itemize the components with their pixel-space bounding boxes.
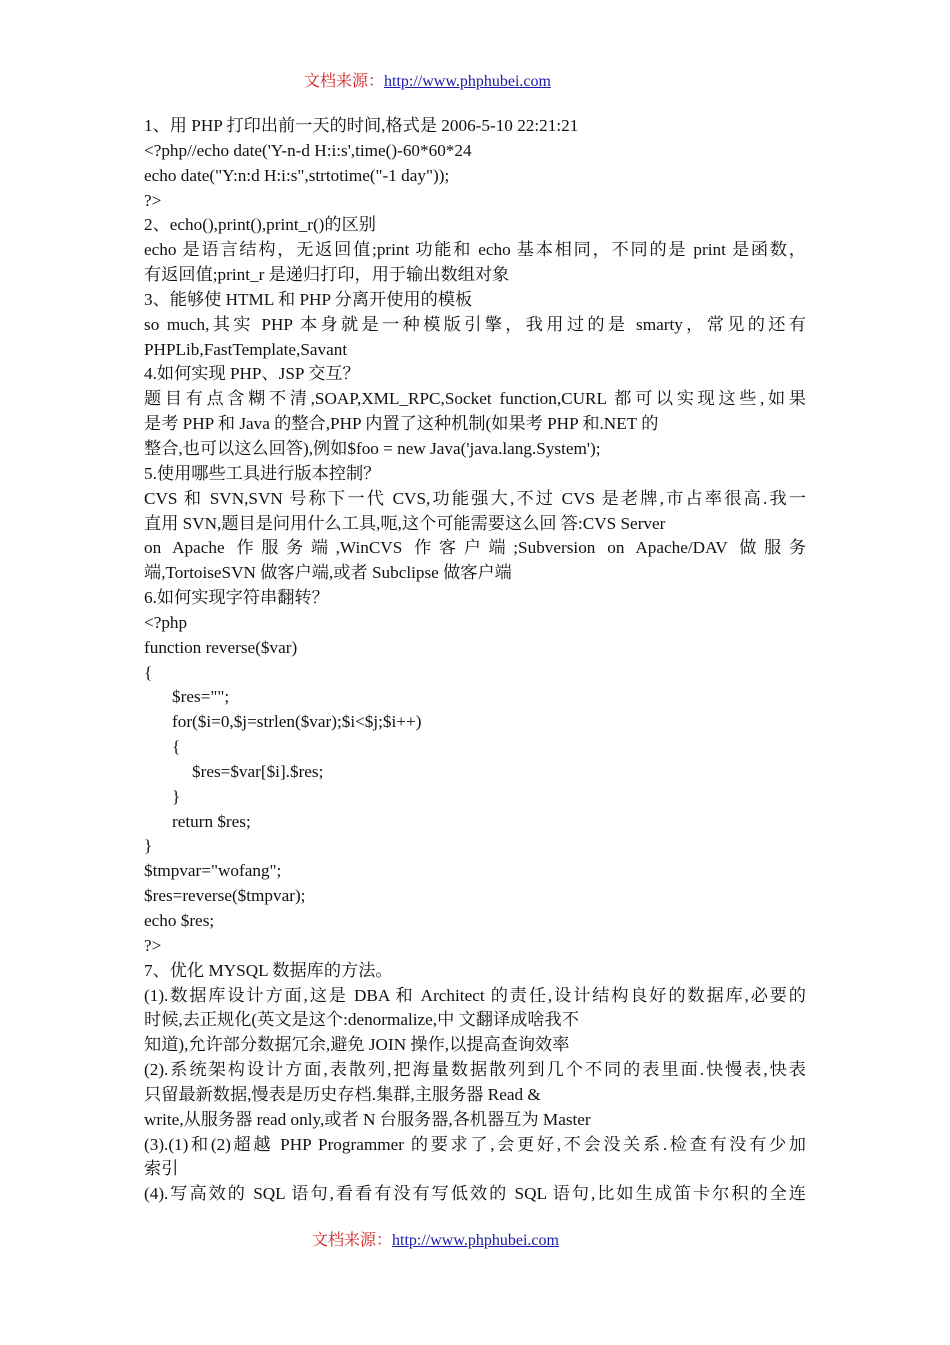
source-label: 文档来源：	[304, 73, 385, 90]
text-line: (2).系统架构设计方面,表散列,把海量数据散列到几个不同的表里面.快慢表,快表	[144, 1060, 806, 1080]
code-line: <?php//echo date('Y-n-d H:i:s',time()-60*60*24	[144, 140, 472, 160]
text-line: 直用 SVN,题目是问用什么工具,呃,这个可能需要这么回 答:CVS Server	[144, 513, 666, 533]
text-line: (4).写高效的 SQL 语句,看看有没有写低效的 SQL 语句,比如生成笛卡尔积的全连	[144, 1184, 806, 1204]
code-line: $tmpvar="wofang";	[144, 861, 282, 881]
source-header	[304, 68, 551, 91]
text-line: on Apache 作服务端,WinCVS 作客户端;Subversion on Apache/DAV 做服务	[144, 538, 806, 558]
text-line: PHPLib,FastTemplate,Savant	[144, 339, 348, 359]
code-line: $res="";	[172, 687, 230, 707]
text-line: 7、优化 MYSQL 数据库的方法。	[144, 960, 393, 980]
code-line: $res=reverse($tmpvar);	[144, 886, 306, 906]
text-line: 只留最新数据,慢表是历史存档.集群,主服务器 Read &	[144, 1084, 541, 1104]
text-line: 整合,也可以这么回答),例如$foo = new Java('java.lang.System');	[144, 438, 601, 458]
text-line: (1).数据库设计方面,这是 DBA 和 Architect 的责任,设计结构良好的数据库,必要的	[144, 985, 806, 1005]
text-line: 3、能够使 HTML 和 PHP 分离开使用的模板	[144, 289, 473, 309]
text-line: so much,其实 PHP 本身就是一种模版引擎，我用过的是 smarty，常见的还有	[144, 314, 806, 334]
code-line: {	[144, 662, 153, 682]
source-link[interactable]: http://www.phphubei.com	[384, 73, 551, 90]
code-line: }	[172, 786, 181, 806]
code-line: <?php	[144, 612, 188, 632]
code-line: $res=$var[$i].$res;	[192, 761, 324, 781]
text-line: 6.如何实现字符串翻转？	[144, 588, 329, 608]
code-line: echo date("Y:n:d H:i:s",strtotime("-1 day"));	[144, 165, 450, 185]
text-line: CVS 和 SVN,SVN 号称下一代 CVS,功能强大,不过 CVS 是老牌,市占率很高.我一	[144, 488, 806, 508]
code-line: ?>	[144, 935, 162, 955]
text-line: 知道),允许部分数据冗余,避免 JOIN 操作,以提高查询效率	[144, 1035, 570, 1055]
text-line: 端,TortoiseSVN 做客户端,或者 Subclipse 做客户端	[144, 563, 512, 583]
text-line: 索引	[144, 1159, 179, 1179]
text-line: 1、用 PHP 打印出前一天的时间,格式是 2006-5-10 22:21:21	[144, 116, 579, 135]
source-footer	[312, 1227, 559, 1250]
text-line: 时候,去正规化(英文是这个:denormalize,中 文翻译成啥我不	[144, 1010, 579, 1030]
text-line: echo 是语言结构，无返回值;print 功能和 echo 基本相同，不同的是 print 是函数，	[144, 240, 806, 260]
code-line: function reverse($var)	[144, 637, 298, 657]
code-line: echo $res;	[144, 911, 215, 930]
code-line: return $res;	[172, 811, 251, 831]
code-line: ?>	[144, 190, 162, 210]
document-body	[144, 114, 806, 1207]
text-line: 4.如何实现 PHP、JSP 交互？	[144, 364, 360, 384]
source-label: 文档来源：	[312, 1232, 393, 1249]
text-line: write,从服务器 read only,或者 N 台服务器,各机器互为 Master	[144, 1109, 591, 1129]
code-line: {	[172, 737, 181, 757]
text-line: 5.使用哪些工具进行版本控制？	[144, 463, 381, 483]
text-line: 有返回值;print_r 是递归打印，用于输出数组对象	[144, 265, 510, 285]
code-line: for($i=0,$j=strlen($var);$i<$j;$i++)	[172, 712, 422, 732]
text-line: 是考 PHP 和 Java 的整合,PHP 内置了这种机制(如果考 PHP 和.NET 的	[144, 414, 659, 434]
text-line: 2、echo(),print(),print_r()的区别	[144, 215, 376, 235]
source-link[interactable]: http://www.phphubei.com	[392, 1232, 559, 1249]
text-line: (3).(1)和(2)超越 PHP Programmer 的要求了,会更好,不会没关系.检查有没有少加	[144, 1134, 806, 1154]
code-line: }	[144, 836, 153, 856]
text-line: 题目有点含糊不清,SOAP,XML_RPC,Socket function,CURL 都可以实现这些,如果	[144, 389, 806, 409]
